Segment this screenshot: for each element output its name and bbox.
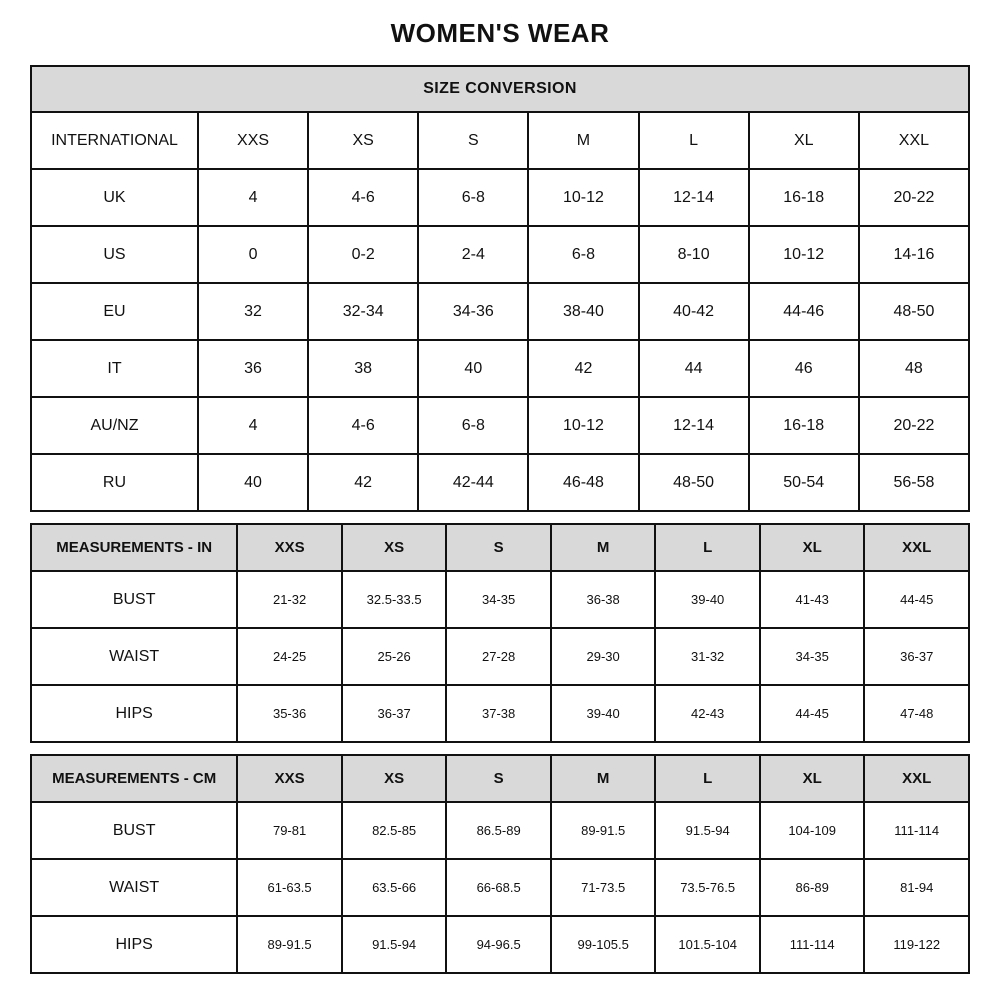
table-row-hips xyxy=(31,685,969,742)
row-header: US xyxy=(31,226,198,283)
measurement-cell: 104-109 xyxy=(760,802,865,859)
size-cell: 32 xyxy=(198,283,308,340)
measurement-cell: 73.5-76.5 xyxy=(655,859,760,916)
size-cell: 42-44 xyxy=(418,454,528,511)
table-row-eu xyxy=(31,283,969,340)
column-header-s: S xyxy=(446,524,551,571)
measurement-cell: 63.5-66 xyxy=(342,859,447,916)
size-cell: 16-18 xyxy=(749,169,859,226)
measurement-cell: 111-114 xyxy=(864,802,969,859)
size-cell: 14-16 xyxy=(859,226,969,283)
measurement-cell: 21-32 xyxy=(237,571,342,628)
measurement-cell: 36-37 xyxy=(342,685,447,742)
row-header: BUST xyxy=(31,571,237,628)
size-cell: 42 xyxy=(308,454,418,511)
column-header-m: M xyxy=(551,755,656,802)
column-header-l: L xyxy=(655,755,760,802)
row-header: IT xyxy=(31,340,198,397)
column-header-xl: XL xyxy=(749,112,859,169)
table-row-bust xyxy=(31,802,969,859)
column-header-l: L xyxy=(639,112,749,169)
measurements-cm-header-row xyxy=(31,755,969,802)
size-cell: 40 xyxy=(418,340,528,397)
column-header-s: S xyxy=(418,112,528,169)
size-cell: 48-50 xyxy=(859,283,969,340)
size-cell: 44 xyxy=(639,340,749,397)
table-row-aunz xyxy=(31,397,969,454)
size-cell: 12-14 xyxy=(639,169,749,226)
size-cell: 20-22 xyxy=(859,397,969,454)
size-cell: 40 xyxy=(198,454,308,511)
measurement-cell: 34-35 xyxy=(760,628,865,685)
row-header: RU xyxy=(31,454,198,511)
measurement-cell: 36-37 xyxy=(864,628,969,685)
column-header-m: M xyxy=(528,112,638,169)
size-cell: 46 xyxy=(749,340,859,397)
measurement-cell: 91.5-94 xyxy=(655,802,760,859)
size-cell: 16-18 xyxy=(749,397,859,454)
measurement-cell: 66-68.5 xyxy=(446,859,551,916)
measurement-cell: 61-63.5 xyxy=(237,859,342,916)
column-header-m: M xyxy=(551,524,656,571)
measurement-cell: 37-38 xyxy=(446,685,551,742)
table-row-uk xyxy=(31,169,969,226)
size-cell: 48 xyxy=(859,340,969,397)
size-cell: 4 xyxy=(198,397,308,454)
column-header-xs: XS xyxy=(342,755,447,802)
column-header-international: INTERNATIONAL xyxy=(31,112,198,169)
column-header-xl: XL xyxy=(760,755,865,802)
column-header-xs: XS xyxy=(342,524,447,571)
size-cell: 50-54 xyxy=(749,454,859,511)
size-cell: 20-22 xyxy=(859,169,969,226)
measurement-cell: 89-91.5 xyxy=(551,802,656,859)
size-cell: 10-12 xyxy=(749,226,859,283)
size-cell: 40-42 xyxy=(639,283,749,340)
column-header-xxs: XXS xyxy=(237,524,342,571)
measurement-cell: 119-122 xyxy=(864,916,969,973)
size-cell: 0-2 xyxy=(308,226,418,283)
measurement-cell: 35-36 xyxy=(237,685,342,742)
measurement-cell: 101.5-104 xyxy=(655,916,760,973)
measurement-cell: 27-28 xyxy=(446,628,551,685)
table-row-ru xyxy=(31,454,969,511)
measurement-cell: 39-40 xyxy=(655,571,760,628)
row-header: AU/NZ xyxy=(31,397,198,454)
table-row-hips xyxy=(31,916,969,973)
measurement-cell: 25-26 xyxy=(342,628,447,685)
row-header: WAIST xyxy=(31,859,237,916)
column-header-xxl: XXL xyxy=(864,524,969,571)
table-row-bust xyxy=(31,571,969,628)
measurement-cell: 34-35 xyxy=(446,571,551,628)
size-cell: 2-4 xyxy=(418,226,528,283)
measurements-in-header: MEASUREMENTS - IN xyxy=(31,524,237,571)
measurement-cell: 47-48 xyxy=(864,685,969,742)
measurement-cell: 91.5-94 xyxy=(342,916,447,973)
row-header: BUST xyxy=(31,802,237,859)
page-title: WOMEN'S WEAR xyxy=(390,18,610,48)
measurements-in-header-row xyxy=(31,524,969,571)
measurement-cell: 32.5-33.5 xyxy=(342,571,447,628)
measurement-cell: 89-91.5 xyxy=(237,916,342,973)
measurement-cell: 41-43 xyxy=(760,571,865,628)
measurements-in-table xyxy=(30,523,970,743)
measurement-cell: 81-94 xyxy=(864,859,969,916)
column-header-xs: XS xyxy=(308,112,418,169)
size-cell: 10-12 xyxy=(528,397,638,454)
table-row-waist xyxy=(31,859,969,916)
size-cell: 38 xyxy=(308,340,418,397)
size-cell: 12-14 xyxy=(639,397,749,454)
measurement-cell: 36-38 xyxy=(551,571,656,628)
row-header: HIPS xyxy=(31,685,237,742)
size-cell: 10-12 xyxy=(528,169,638,226)
measurement-cell: 44-45 xyxy=(760,685,865,742)
measurement-cell: 79-81 xyxy=(237,802,342,859)
row-header: HIPS xyxy=(31,916,237,973)
measurement-cell: 31-32 xyxy=(655,628,760,685)
table-row-waist xyxy=(31,628,969,685)
measurement-cell: 42-43 xyxy=(655,685,760,742)
measurement-cell: 71-73.5 xyxy=(551,859,656,916)
measurement-cell: 82.5-85 xyxy=(342,802,447,859)
size-conversion-table xyxy=(30,65,970,512)
size-cell: 32-34 xyxy=(308,283,418,340)
size-cell: 6-8 xyxy=(528,226,638,283)
size-cell: 44-46 xyxy=(749,283,859,340)
column-header-l: L xyxy=(655,524,760,571)
measurement-cell: 39-40 xyxy=(551,685,656,742)
column-header-xl: XL xyxy=(760,524,865,571)
size-cell: 6-8 xyxy=(418,169,528,226)
row-header: EU xyxy=(31,283,198,340)
column-header-xxl: XXL xyxy=(859,112,969,169)
measurement-cell: 24-25 xyxy=(237,628,342,685)
measurements-cm-table xyxy=(30,754,970,974)
column-header-xxs: XXS xyxy=(198,112,308,169)
column-header-xxl: XXL xyxy=(864,755,969,802)
size-cell: 42 xyxy=(528,340,638,397)
column-header-s: S xyxy=(446,755,551,802)
table-row-it xyxy=(31,340,969,397)
size-cell: 8-10 xyxy=(639,226,749,283)
size-cell: 6-8 xyxy=(418,397,528,454)
row-header: WAIST xyxy=(31,628,237,685)
column-header-row xyxy=(31,112,969,169)
size-conversion-title-row xyxy=(31,66,969,112)
measurement-cell: 44-45 xyxy=(864,571,969,628)
measurement-cell: 86.5-89 xyxy=(446,802,551,859)
measurement-cell: 86-89 xyxy=(760,859,865,916)
size-cell: 46-48 xyxy=(528,454,638,511)
table-row-us xyxy=(31,226,969,283)
size-conversion-header: SIZE CONVERSION xyxy=(31,66,969,112)
size-cell: 56-58 xyxy=(859,454,969,511)
measurement-cell: 111-114 xyxy=(760,916,865,973)
measurements-cm-header: MEASUREMENTS - CM xyxy=(31,755,237,802)
measurement-cell: 99-105.5 xyxy=(551,916,656,973)
size-cell: 4-6 xyxy=(308,397,418,454)
measurement-cell: 29-30 xyxy=(551,628,656,685)
size-cell: 4-6 xyxy=(308,169,418,226)
size-cell: 48-50 xyxy=(639,454,749,511)
column-header-xxs: XXS xyxy=(237,755,342,802)
size-cell: 38-40 xyxy=(528,283,638,340)
size-cell: 34-36 xyxy=(418,283,528,340)
size-cell: 0 xyxy=(198,226,308,283)
size-cell: 4 xyxy=(198,169,308,226)
measurement-cell: 94-96.5 xyxy=(446,916,551,973)
size-cell: 36 xyxy=(198,340,308,397)
row-header: UK xyxy=(31,169,198,226)
